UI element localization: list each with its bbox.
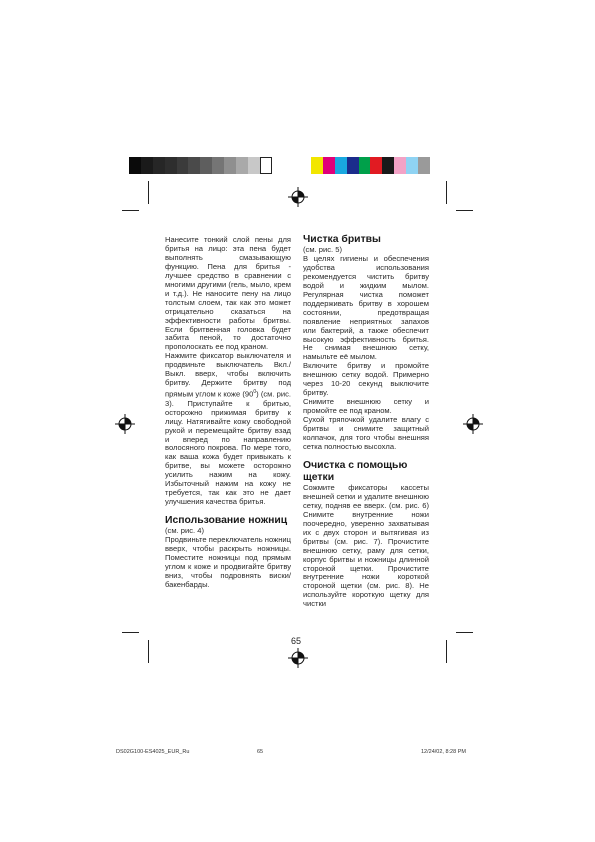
registration-mark-top	[288, 187, 308, 207]
color-swatch	[248, 157, 260, 174]
scissors-heading: Использование ножниц	[165, 515, 288, 527]
cleaning-paragraph-3: Снимите внешнюю сетку и промойте ее под краном.	[303, 397, 429, 416]
color-swatch	[212, 157, 224, 174]
scissors-figure-ref: (см. рис. 4)	[165, 526, 204, 536]
crop-mark	[446, 640, 447, 663]
footer-page: 65	[257, 749, 264, 755]
footer-filename: DS02G100-ES4025_EUR_Ru	[116, 749, 190, 755]
color-swatch	[177, 157, 189, 174]
degree-superscript: 0	[253, 389, 257, 396]
crop-mark	[122, 632, 139, 633]
cleaning-paragraph-1: В целях гигиены и обеспечения удобства использования рекомендуется чистить бритву водой и жидким мылом. Регулярная чистка поможет поддерживать бритву в хорошем состоянии, предотвращая появление неприятных запахов или бактерий, а также обеспечит высокую эффективность бритья. Не снимая внешнюю сетку, намыльте её мылом.	[303, 253, 429, 362]
color-swatch	[153, 157, 165, 174]
process-color-bar	[311, 157, 430, 174]
color-swatch	[370, 157, 382, 174]
registration-mark-bottom	[288, 648, 308, 668]
color-swatch	[359, 157, 371, 174]
cleaning-paragraph-2: Включите бритву и промойте внешнюю сетку водой. Примерно через 10-20 секунд выключите бритву.	[303, 361, 429, 398]
color-swatch	[323, 157, 335, 174]
color-swatch	[129, 157, 141, 174]
footer-timestamp: 12/24/02, 8:28 PM	[421, 749, 466, 755]
scissors-paragraph: Продвиньте переключатель ножниц вверх, чтобы раскрыть ножницы. Поместите ножницы под прямым углом к коже и продвигайте бритву вниз, чтобы подровнять виски/бакенбарды.	[165, 535, 291, 589]
shaving-instructions	[165, 352, 291, 507]
color-swatch	[382, 157, 394, 174]
color-swatch	[200, 157, 212, 174]
color-swatch	[188, 157, 200, 174]
color-swatch	[141, 157, 153, 174]
left-text-column	[165, 236, 291, 590]
shaving-text-end: ) (см. рис. 3). Приступайте к бритью, осторожно прижимая бритву к лицу. Натягивайте кожу свободной рукой и перемещайте бритву взад и вперед по направлению волосяного покрова. По мере того, как ваша кожа будет привыкать к бритве, вы можете осторожно усилить нажим на кожу. Избыточный нажим на кожу не требуется, так как это не дает улучшения качества бритья.	[165, 389, 291, 507]
registration-mark-left	[115, 414, 135, 434]
page-number: 65	[291, 636, 302, 646]
color-swatch	[236, 157, 248, 174]
crop-mark	[122, 210, 139, 211]
color-swatch	[311, 157, 323, 174]
color-swatch	[418, 157, 430, 174]
crop-mark	[148, 640, 149, 663]
color-swatch	[406, 157, 418, 174]
intro-paragraph: Нанесите тонкий слой пены для бритья на лицо: эта пена будет выполнять смазывающую функцию. Пена для бритья - лучшее средство в сравнении с многими другими (гель, мыло, крем и т.д.). Не наносите пену на лицо толстым слоем, так как это может отрицательно сказаться на эффективности работы бритвы. Если бритвенная головка будет забита пеной, то достаточно прополоскать ее под краном.	[165, 235, 291, 352]
registration-mark-right	[463, 414, 483, 434]
color-swatch	[335, 157, 347, 174]
crop-mark	[446, 181, 447, 204]
color-swatch	[165, 157, 177, 174]
color-swatch	[260, 157, 272, 174]
color-swatch	[224, 157, 236, 174]
cleaning-paragraph-4: Сухой тряпочкой удалите влагу с бритвы и снимите защитный колпачок, для того чтобы внешняя сетка полностью высохла.	[303, 415, 429, 451]
brush-cleaning-heading: Очистка с помощью щетки	[303, 459, 408, 483]
cleaning-figure-ref: (см. рис. 5)	[303, 245, 342, 254]
shaving-text-start: Нажмите фиксатор выключателя и продвиньте выключатель Вкл./Выкл. вверх, чтобы включить бритву. Держите бритву под прямым углом к коже (90	[165, 351, 291, 399]
color-swatch	[394, 157, 406, 174]
right-text-column	[303, 234, 429, 609]
cleaning-heading: Чистка бритвы	[303, 234, 381, 245]
crop-mark	[148, 181, 149, 204]
crop-mark	[456, 632, 473, 633]
brush-cleaning-paragraph: Сожмите фиксаторы кассеты внешней сетки и удалите внешнюю сетку, подняв ее вверх. (см. рис. 6) Снимите внутренние ножи поочередно, уверенно захватывая их с двух сторон и вытягивая из бритвы (см. рис. 7). Прочистите внешнюю сетку, раму для сетки, корпус бритвы и ножницы длинной стороной щетки. Прочистите внутренние ножи короткой стороной щетки (см. рис. 8). Не используйте короткую щетку для чистки	[303, 482, 429, 609]
color-swatch	[347, 157, 359, 174]
crop-mark	[456, 210, 473, 211]
grayscale-color-bar	[129, 157, 272, 174]
